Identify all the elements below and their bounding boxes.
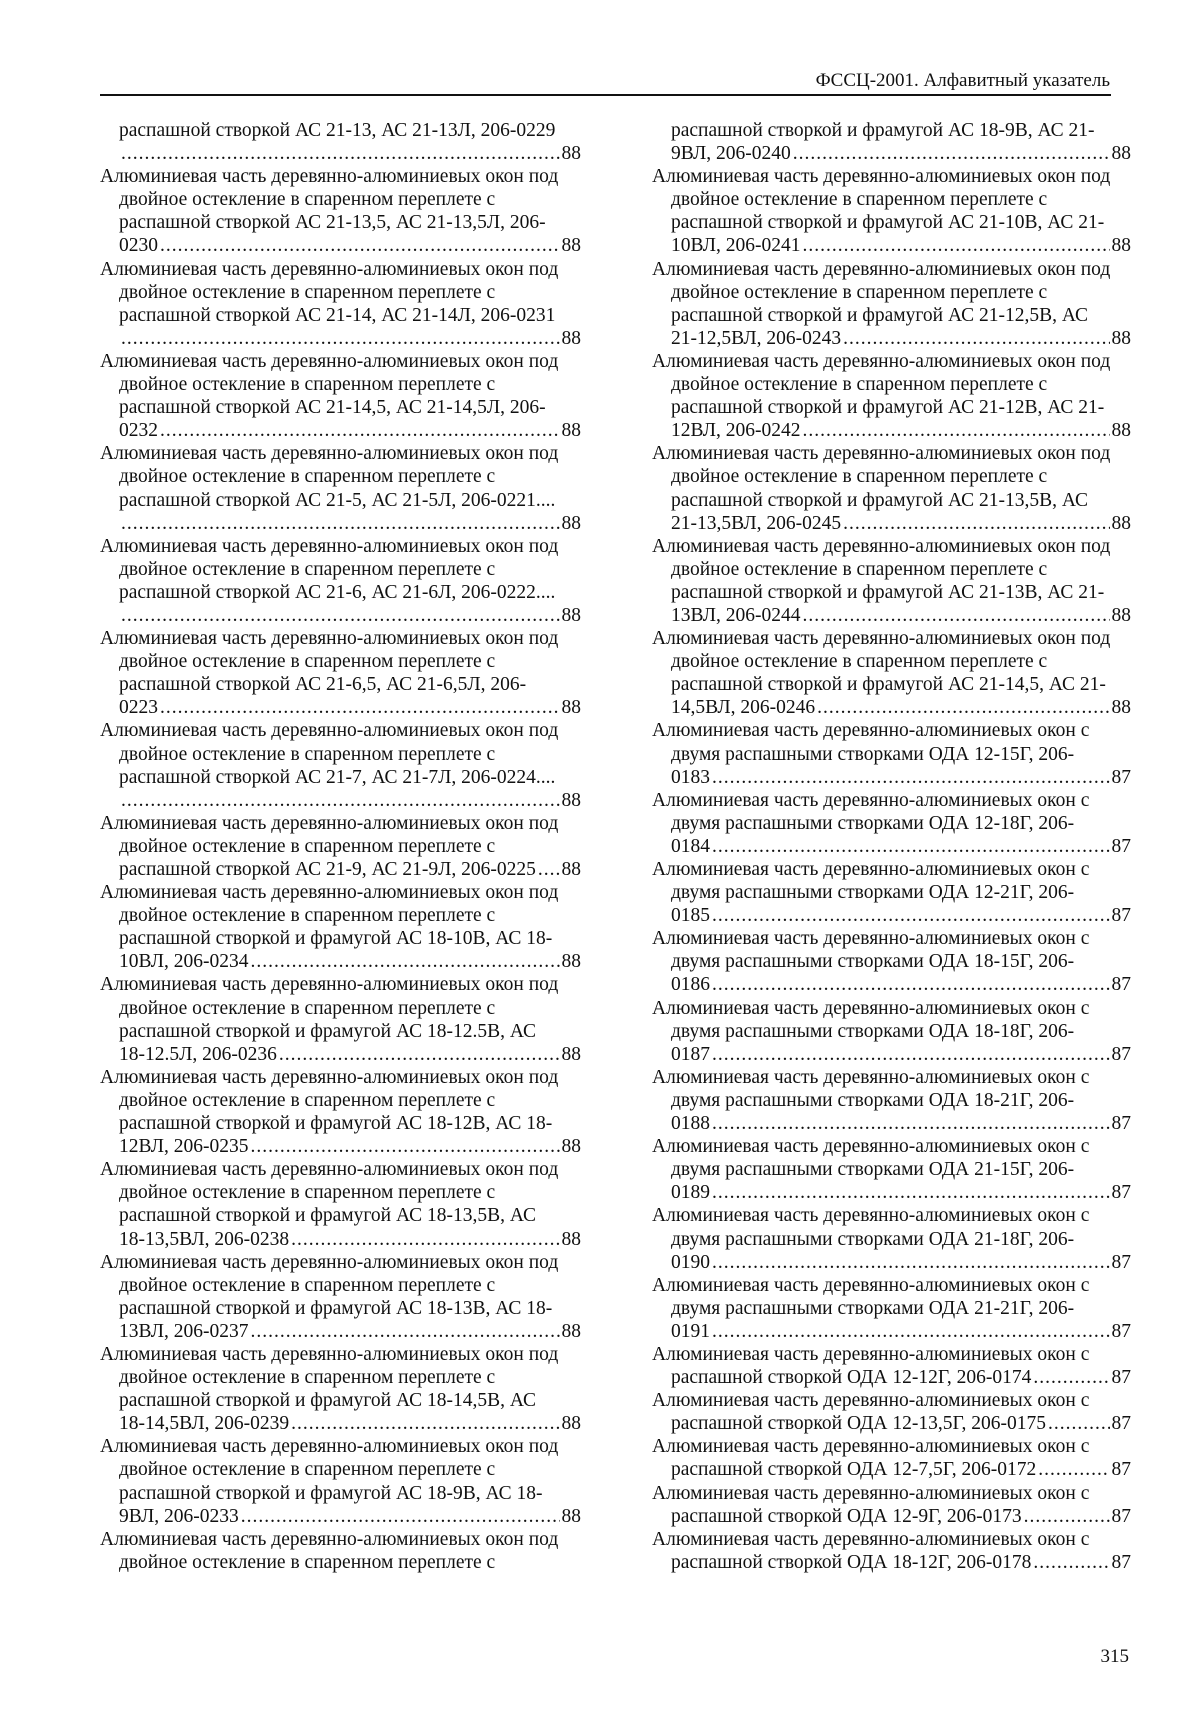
index-entry-text: Алюминиевая часть деревянно-алюминиевых окон под двойное остекление в спаренном переплете с распашной створкой и фрамугой АС 18-9В, АС 18- (100, 1436, 559, 1504)
index-entry-page: 88 (561, 420, 581, 442)
index-entry-tail: 12ВЛ, 206-0242 (671, 420, 801, 442)
index-entry-tail: 0223 (119, 697, 158, 719)
index-entry-page: 88 (1111, 604, 1131, 626)
index-entry-tail: 18-13,5ВЛ, 206-0238 (119, 1228, 290, 1250)
index-entry-tail: 0186 (671, 974, 710, 996)
dot-leader (160, 234, 560, 257)
index-entry (652, 1274, 1131, 1343)
index-entry-text: Алюминиевая часть деревянно-алюминиевых окон с двумя распашными створками ОДА 21-21Г, 206- (652, 1274, 1090, 1319)
index-entry-reference (100, 858, 581, 881)
index-entry-text: Алюминиевая часть деревянно-алюминиевых окон под двойное остекление в спаренном переплете с распашной створкой и фрамугой АС 21-12В, АС 21- (652, 350, 1111, 419)
index-entry-text: Алюминиевая часть деревянно-алюминиевых окон с двумя распашными створками ОДА 12-18Г, 206- (652, 789, 1090, 834)
index-entry (100, 719, 581, 811)
index-entry-tail: 13ВЛ, 206-0237 (119, 1320, 249, 1342)
index-entry-tail: 9ВЛ, 206-0240 (671, 143, 791, 165)
index-entry-page: 88 (1111, 327, 1131, 349)
index-entry-page: 88 (561, 789, 581, 811)
index-entry (652, 1066, 1131, 1135)
index-entry-reference (652, 973, 1131, 996)
dot-leader (1033, 1551, 1109, 1574)
index-entry-page: 87 (1111, 835, 1131, 857)
index-entry-text: Алюминиевая часть деревянно-алюминиевых окон под двойное остекление в спаренном переплете с распашной створкой и фрамугой АС 21-10В, АС 21- (652, 166, 1111, 234)
index-entry-tail: 0230 (119, 235, 158, 257)
index-entry (652, 858, 1131, 927)
index-entry-reference (652, 696, 1131, 719)
index-entry-reference (652, 327, 1131, 350)
index-entry-tail: 0189 (671, 1182, 710, 1204)
index-entry (652, 350, 1131, 442)
index-entry (100, 258, 581, 350)
index-entry-tail: распашной створкой ОДА 18-12Г, 206-0178 (671, 1551, 1032, 1573)
index-entry-text: Алюминиевая часть деревянно-алюминиевых окон с двумя распашными створками ОДА 12-15Г, 206- (652, 720, 1090, 765)
index-entry-tail: 9ВЛ, 206-0233 (119, 1505, 239, 1527)
dot-leader (712, 1043, 1110, 1066)
dot-leader (802, 419, 1109, 442)
index-entry-text: Алюминиевая часть деревянно-алюминиевых окон под двойное остекление в спаренном переплете с распашной створкой и фрамугой АС 18-10В, АС 18- (100, 882, 559, 950)
index-entry-text: Алюминиевая часть деревянно-алюминиевых окон под двойное остекление в спаренном переплете с (100, 1528, 559, 1573)
index-entry-reference (100, 1135, 581, 1158)
index-entry (652, 997, 1131, 1066)
index-entry-text: Алюминиевая часть деревянно-алюминиевых окон с двумя распашными створками ОДА 18-15Г, 206- (652, 928, 1090, 973)
dot-leader (712, 1112, 1110, 1135)
index-entry (100, 1066, 581, 1158)
index-entry-reference (100, 950, 581, 973)
index-entry-reference (100, 604, 581, 627)
index-entry-text: Алюминиевая часть деревянно-алюминиевых окон под двойное остекление в спаренном переплете с распашной створкой и фрамугой АС 18-12.5В, АС (100, 974, 559, 1042)
index-entry (652, 1204, 1131, 1273)
index-entry (652, 1343, 1131, 1389)
dot-leader (1033, 1366, 1109, 1389)
index-entry-page: 87 (1111, 1459, 1131, 1481)
index-entry-reference (100, 234, 581, 257)
index-entry-text: Алюминиевая часть деревянно-алюминиевых окон под двойное остекление в спаренном переплете с распашной створкой и фрамугой АС 21-13,5В, АС (652, 443, 1111, 511)
index-entry-reference (652, 1458, 1131, 1481)
index-entry-tail: 0185 (671, 905, 710, 927)
index-entry-reference (652, 1181, 1131, 1204)
index-entry (652, 719, 1131, 788)
index-entry (100, 1343, 581, 1435)
index-entry-page: 87 (1111, 1551, 1131, 1573)
index-entry-page: 88 (561, 143, 581, 165)
index-entry-reference (652, 835, 1131, 858)
index-entry-tail: 21-12,5ВЛ, 206-0243 (671, 327, 842, 349)
index-entry-tail: 0191 (671, 1320, 710, 1342)
index-entry (652, 535, 1131, 627)
index-entry-text: Алюминиевая часть деревянно-алюминиевых окон с (652, 1482, 1090, 1504)
dot-leader (250, 1135, 559, 1158)
index-entry (100, 1251, 581, 1343)
dot-leader (712, 835, 1110, 858)
index-entry-page: 88 (561, 697, 581, 719)
index-entry-tail: распашной створкой ОДА 12-12Г, 206-0174 (671, 1367, 1032, 1389)
index-entry-reference (100, 1320, 581, 1343)
index-entry-tail: 18-14,5ВЛ, 206-0239 (119, 1413, 290, 1435)
dot-leader (712, 973, 1110, 996)
index-entry-reference (652, 1551, 1131, 1574)
index-entry-text: Алюминиевая часть деревянно-алюминиевых окон с (652, 1528, 1090, 1550)
index-entry (652, 165, 1131, 257)
index-entry-tail: распашной створкой ОДА 12-13,5Г, 206-0175 (671, 1413, 1047, 1435)
index-entry-text: Алюминиевая часть деревянно-алюминиевых окон под двойное остекление в спаренном переплете с распашной створкой и фрамугой АС 18-13,5В, АС (100, 1159, 559, 1227)
index-entry-reference (100, 327, 581, 350)
index-entry-reference (652, 1505, 1131, 1528)
index-entry-text: Алюминиевая часть деревянно-алюминиевых окон под двойное остекление в спаренном переплете с (100, 812, 559, 857)
index-entry (652, 789, 1131, 858)
index-entry-tail: 13ВЛ, 206-0244 (671, 604, 801, 626)
index-entry-text: Алюминиевая часть деревянно-алюминиевых окон с двумя распашными створками ОДА 12-21Г, 206- (652, 859, 1090, 904)
dot-leader (538, 858, 560, 881)
dot-leader (1048, 1412, 1109, 1435)
index-entry-tail: 0184 (671, 835, 710, 857)
index-entry-page: 88 (561, 235, 581, 257)
index-entry (652, 1482, 1131, 1528)
index-entry (100, 1528, 581, 1574)
index-entry (652, 1135, 1131, 1204)
index-entry-tail: распашной створкой ОДА 12-7,5Г, 206-0172 (671, 1459, 1037, 1481)
index-entry-page: 87 (1111, 1182, 1131, 1204)
index-entry-text: Алюминиевая часть деревянно-алюминиевых окон под двойное остекление в спаренном переплете с распашной створкой и фрамугой АС 21-14,5, АС 21- (652, 628, 1111, 696)
dot-leader (1024, 1505, 1110, 1528)
index-entry-tail: 0187 (671, 1043, 710, 1065)
index-entry-tail: 0232 (119, 420, 158, 442)
index-entry (100, 119, 581, 165)
index-entry-text: Алюминиевая часть деревянно-алюминиевых окон под двойное остекление в спаренном переплете с распашной створкой и фрамугой АС 18-13В, АС 18- (100, 1251, 559, 1319)
index-entry-page: 88 (561, 327, 581, 349)
index-entry-tail: распашной створкой ОДА 12-9Г, 206-0173 (671, 1505, 1022, 1527)
index-entry (100, 812, 581, 881)
index-entry-page: 88 (561, 1043, 581, 1065)
index-entry-tail: 0188 (671, 1113, 710, 1135)
index-entry-text: Алюминиевая часть деревянно-алюминиевых окон под двойное остекление в спаренном переплете с распашной створкой и фрамугой АС 18-14,5В, АС (100, 1343, 559, 1412)
index-entry (652, 1389, 1131, 1435)
dot-leader (241, 1505, 560, 1528)
dot-leader (793, 142, 1110, 165)
index-entry-reference (100, 1043, 581, 1066)
index-entry (100, 442, 581, 534)
index-entry (652, 1435, 1131, 1481)
index-entry-page: 88 (561, 1136, 581, 1158)
header-rule (100, 94, 1111, 96)
index-entry (100, 627, 581, 719)
index-entry-page: 87 (1111, 1113, 1131, 1135)
index-entry-page: 88 (1111, 697, 1131, 719)
index-entry-reference (100, 1228, 581, 1251)
index-entry (652, 258, 1131, 350)
index-entry-text: Алюминиевая часть деревянно-алюминиевых окон с двумя распашными створками ОДА 18-21Г, 206- (652, 1066, 1090, 1111)
index-entry-page: 88 (1111, 512, 1131, 534)
index-entry-page: 88 (1111, 143, 1131, 165)
index-entry-reference (652, 1412, 1131, 1435)
index-entry-text: Алюминиевая часть деревянно-алюминиевых окон под двойное остекление в спаренном переплете с распашной створкой АС 21-7, АС 21-7Л, 206-0224.... (100, 720, 559, 788)
index-entry-tail: 0183 (671, 766, 710, 788)
index-entry (652, 1528, 1131, 1574)
index-entry-reference (652, 1112, 1131, 1135)
index-entry-reference (652, 604, 1131, 627)
dot-leader (121, 512, 560, 535)
index-entry-text: Алюминиевая часть деревянно-алюминиевых окон под двойное остекление в спаренном переплете с распашной створкой АС 21-6,5, АС 21-6,5Л, 206- (100, 628, 559, 696)
dot-leader (712, 766, 1110, 789)
index-entry-reference (652, 1320, 1131, 1343)
dot-leader (160, 696, 560, 719)
dot-leader (802, 234, 1109, 257)
index-entry-reference (100, 419, 581, 442)
dot-leader (121, 142, 560, 165)
running-header: ФССЦ-2001. Алфавитный указатель (815, 70, 1110, 91)
index-entry-reference (100, 142, 581, 165)
index-entry (100, 165, 581, 257)
index-entry-reference (652, 904, 1131, 927)
index-entry-page: 87 (1111, 1413, 1131, 1435)
index-entry-tail: 14,5ВЛ, 206-0246 (671, 697, 816, 719)
index-entry-reference (100, 789, 581, 812)
index-entry-page: 87 (1111, 1043, 1131, 1065)
index-entry-page: 88 (561, 1320, 581, 1342)
index-entry-text: Алюминиевая часть деревянно-алюминиевых окон под двойное остекление в спаренном переплете с распашной створкой и фрамугой АС 21-12,5В, АС (652, 258, 1111, 326)
index-entry-page: 88 (561, 951, 581, 973)
dot-leader (121, 604, 560, 627)
index-entry-reference (100, 1505, 581, 1528)
index-entry (100, 350, 581, 442)
index-entry-reference (100, 512, 581, 535)
index-entry (652, 927, 1131, 996)
index-entry-page: 88 (561, 512, 581, 534)
index-entry-text: распашной створкой АС 21-13, АС 21-13Л, 206-0229 (119, 120, 556, 141)
index-entry (100, 1158, 581, 1250)
right-column (652, 119, 1131, 1574)
index-entry-page: 88 (561, 604, 581, 626)
dot-leader (291, 1412, 559, 1435)
index-entry-reference (652, 512, 1131, 535)
index-entry-text: распашной створкой и фрамугой АС 18-9В, АС 21- (671, 120, 1095, 141)
index-entry-text: Алюминиевая часть деревянно-алюминиевых окон под двойное остекление в спаренном переплете с распашной створкой АС 21-14,5, АС 21-14,5Л, 206- (100, 350, 559, 419)
dot-leader (121, 789, 560, 812)
index-entry-tail: 10ВЛ, 206-0241 (671, 235, 801, 257)
dot-leader (121, 327, 560, 350)
index-entry-text: Алюминиевая часть деревянно-алюминиевых окон под двойное остекление в спаренном переплете с распашной створкой АС 21-14, АС 21-14Л, 206-0231 (100, 258, 559, 326)
index-entry (652, 442, 1131, 534)
dot-leader (250, 1320, 559, 1343)
page-number: 315 (1100, 1646, 1129, 1667)
dot-leader (712, 1181, 1110, 1204)
dot-leader (817, 696, 1109, 719)
index-entry (100, 535, 581, 627)
index-entry-text: Алюминиевая часть деревянно-алюминиевых окон с (652, 1436, 1090, 1458)
index-entry (100, 1435, 581, 1527)
index-entry (652, 627, 1131, 719)
dot-leader (279, 1043, 560, 1066)
index-entry-text: Алюминиевая часть деревянно-алюминиевых окон с (652, 1390, 1090, 1412)
dot-leader (802, 604, 1109, 627)
index-entry-text: Алюминиевая часть деревянно-алюминиевых окон с (652, 1343, 1090, 1365)
dot-leader (291, 1228, 559, 1251)
index-entry-reference (652, 1366, 1131, 1389)
index-entry-text: Алюминиевая часть деревянно-алюминиевых окон под двойное остекление в спаренном переплете с распашной створкой и фрамугой АС 21-13В, АС 21- (652, 535, 1111, 603)
dot-leader (712, 1251, 1110, 1274)
index-entry-page: 87 (1111, 1367, 1131, 1389)
index-entry-tail: распашной створкой АС 21-9, АС 21-9Л, 206-0225 (119, 859, 536, 880)
index-entry-text: Алюминиевая часть деревянно-алюминиевых окон с двумя распашными створками ОДА 21-15Г, 206- (652, 1136, 1090, 1181)
index-entry-page: 87 (1111, 1505, 1131, 1527)
index-entry-tail: 12ВЛ, 206-0235 (119, 1136, 249, 1158)
dot-leader (1038, 1458, 1109, 1481)
index-entry-reference (100, 696, 581, 719)
index-entry-page: 87 (1111, 766, 1131, 788)
index-entry-reference (652, 1043, 1131, 1066)
index-entry-text: Алюминиевая часть деревянно-алюминиевых окон с двумя распашными створками ОДА 21-18Г, 206- (652, 1205, 1090, 1250)
index-entry (652, 119, 1131, 165)
index-entry-tail: 0190 (671, 1251, 710, 1273)
index-entry-page: 87 (1111, 1251, 1131, 1273)
index-entry-page: 87 (1111, 974, 1131, 996)
index-entry-reference (652, 142, 1131, 165)
dot-leader (712, 904, 1110, 927)
index-entry-page: 87 (1111, 1320, 1131, 1342)
index-entry-page: 88 (561, 1413, 581, 1435)
index-entry-page: 88 (1111, 420, 1131, 442)
index-entry (100, 973, 581, 1065)
index-entry-tail: 18-12.5Л, 206-0236 (119, 1043, 277, 1065)
left-column (100, 119, 581, 1574)
index-entry-tail: 10ВЛ, 206-0234 (119, 951, 249, 973)
index-entry-page: 88 (561, 859, 581, 880)
dot-leader (160, 419, 560, 442)
dot-leader (250, 950, 559, 973)
index-entry-page: 88 (561, 1505, 581, 1527)
index-entry-page: 87 (1111, 905, 1131, 927)
index-entry-text: Алюминиевая часть деревянно-алюминиевых окон под двойное остекление в спаренном переплете с распашной створкой и фрамугой АС 18-12В, АС 18- (100, 1066, 559, 1135)
index-entry-page: 88 (1111, 235, 1131, 257)
dot-leader (712, 1320, 1110, 1343)
index-entry-reference (652, 234, 1131, 257)
index-entry-tail: 21-13,5ВЛ, 206-0245 (671, 512, 842, 534)
index-entry-reference (652, 766, 1131, 789)
index-entry-text: Алюминиевая часть деревянно-алюминиевых окон с двумя распашными створками ОДА 18-18Г, 206- (652, 997, 1090, 1042)
index-entry (100, 881, 581, 973)
index-entry-reference (100, 1412, 581, 1435)
index-entry-text: Алюминиевая часть деревянно-алюминиевых окон под двойное остекление в спаренном переплете с распашной створкой АС 21-5, АС 21-5Л, 206-0221.... (100, 443, 559, 511)
index-entry-text: Алюминиевая часть деревянно-алюминиевых окон под двойное остекление в спаренном переплете с распашной створкой АС 21-13,5, АС 21-13,5Л, 206- (100, 166, 559, 234)
dot-leader (843, 512, 1109, 535)
index-entry-reference (652, 1251, 1131, 1274)
index-entry-page: 88 (561, 1228, 581, 1250)
index-entry-text: Алюминиевая часть деревянно-алюминиевых окон под двойное остекление в спаренном переплете с распашной створкой АС 21-6, АС 21-6Л, 206-0222.... (100, 535, 559, 603)
dot-leader (843, 327, 1109, 350)
index-entry-reference (652, 419, 1131, 442)
